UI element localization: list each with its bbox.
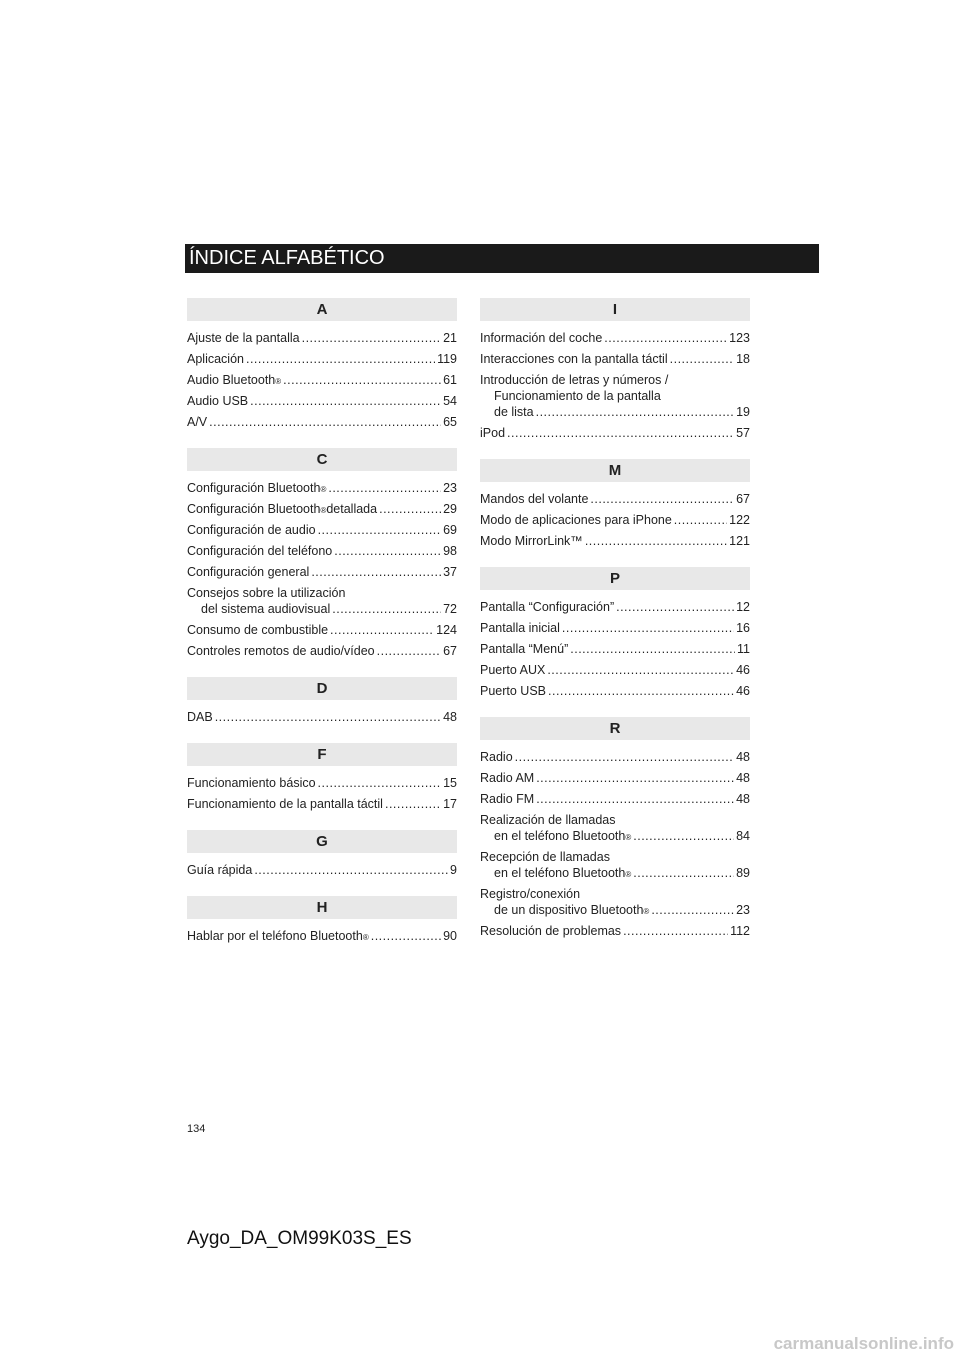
entry-page: 112 bbox=[730, 924, 750, 938]
entry-text: Ajuste de la pantalla bbox=[187, 331, 300, 345]
entry-page: 46 bbox=[736, 663, 750, 677]
dot-leader bbox=[246, 351, 435, 367]
section-letter: D bbox=[187, 677, 457, 700]
entry-page: 123 bbox=[729, 331, 750, 345]
dot-leader bbox=[585, 533, 727, 549]
dot-leader bbox=[590, 491, 734, 507]
dot-leader bbox=[570, 641, 735, 657]
dot-leader bbox=[536, 791, 734, 807]
entry-page: 46 bbox=[736, 684, 750, 698]
dot-leader bbox=[377, 643, 441, 659]
index-column-left bbox=[187, 298, 457, 962]
index-entry bbox=[480, 791, 750, 807]
dot-leader bbox=[385, 796, 441, 812]
index-entry bbox=[187, 709, 457, 725]
index-entry: Hablar por el teléfono Bluetooth ® ..... 90 bbox=[187, 928, 457, 944]
dot-leader bbox=[651, 902, 734, 918]
entry-page: 48 bbox=[736, 792, 750, 806]
index-entry bbox=[187, 796, 457, 812]
index-entry: Configuración Bluetooth ® ..... 23 bbox=[187, 480, 457, 496]
dot-leader bbox=[536, 404, 734, 420]
entry-page: 84 bbox=[736, 829, 750, 843]
entry-page: 11 bbox=[737, 642, 750, 656]
index-entry bbox=[187, 543, 457, 559]
index-entry: Registro/conexión de un dispositivo Bluetooth ® ..... 23 bbox=[480, 886, 750, 918]
entry-text: Audio Bluetooth bbox=[187, 373, 276, 387]
dot-leader bbox=[318, 775, 442, 791]
section-letter: G bbox=[187, 830, 457, 853]
entry-text: Hablar por el teléfono Bluetooth bbox=[187, 929, 363, 943]
index-entry bbox=[480, 372, 750, 420]
entry-page: 23 bbox=[736, 903, 750, 917]
dot-leader bbox=[209, 414, 441, 430]
entry-page: 124 bbox=[436, 623, 457, 637]
watermark: carmanualsonline.info bbox=[773, 1334, 954, 1353]
entry-text: Funcionamiento de la pantalla táctil bbox=[187, 797, 383, 811]
index-entry bbox=[480, 770, 750, 786]
entry-page: 98 bbox=[443, 544, 457, 558]
index-entry bbox=[480, 749, 750, 765]
index-entry bbox=[187, 330, 457, 346]
entry-page: 89 bbox=[736, 866, 750, 880]
entry-text: Radio AM bbox=[480, 771, 535, 785]
entry-text: Recepción de llamadas bbox=[480, 850, 610, 864]
entry-text: Información del coche bbox=[480, 331, 603, 345]
index-column-right bbox=[480, 298, 750, 957]
dot-leader bbox=[302, 330, 442, 346]
dot-leader bbox=[623, 923, 728, 939]
entry-page: 65 bbox=[443, 415, 457, 429]
index-group-h bbox=[187, 896, 457, 944]
index-group-i bbox=[480, 298, 750, 441]
index-group-d bbox=[187, 677, 457, 725]
section-letter: P bbox=[480, 567, 750, 590]
entry-page: 119 bbox=[437, 352, 457, 366]
entry-text: Pantalla inicial bbox=[480, 621, 560, 635]
entry-text: Radio FM bbox=[480, 792, 535, 806]
index-entry bbox=[480, 662, 750, 678]
dot-leader bbox=[318, 522, 442, 538]
dot-leader bbox=[311, 564, 441, 580]
index-title: ÍNDICE ALFABÉTICO bbox=[185, 244, 819, 273]
section-letter: A bbox=[187, 298, 457, 321]
entry-text: Audio USB bbox=[187, 394, 249, 408]
entry-text: Configuración Bluetooth bbox=[187, 502, 321, 516]
entry-page: 17 bbox=[443, 797, 457, 811]
section-letter: I bbox=[480, 298, 750, 321]
index-entry bbox=[187, 862, 457, 878]
entry-text: DAB bbox=[187, 710, 213, 724]
entry-text: Pantalla “Menú” bbox=[480, 642, 569, 656]
entry-page: 48 bbox=[736, 771, 750, 785]
entry-text: del sistema audiovisual bbox=[201, 602, 331, 616]
dot-leader bbox=[379, 501, 441, 517]
dot-leader bbox=[328, 480, 441, 496]
entry-page: 21 bbox=[443, 331, 457, 345]
dot-leader bbox=[670, 351, 734, 367]
entry-page: 61 bbox=[443, 373, 457, 387]
entry-text: Configuración general bbox=[187, 565, 310, 579]
entry-text: Funcionamiento básico bbox=[187, 776, 316, 790]
entry-text: de lista bbox=[494, 405, 534, 419]
index-entry: Recepción de llamadas en el teléfono Bluetooth ® ..... 89 bbox=[480, 849, 750, 881]
entry-text: Introducción de letras y números / bbox=[480, 373, 669, 387]
index-entry bbox=[187, 351, 457, 367]
entry-text: Modo MirrorLink™ bbox=[480, 534, 583, 548]
dot-leader bbox=[548, 683, 734, 699]
entry-page: 16 bbox=[736, 621, 750, 635]
dot-leader bbox=[515, 749, 734, 765]
entry-text: Puerto USB bbox=[480, 684, 547, 698]
index-group-g bbox=[187, 830, 457, 878]
dot-leader bbox=[507, 425, 734, 441]
entry-page: 18 bbox=[736, 352, 750, 366]
index-entry bbox=[480, 425, 750, 441]
entry-text: Pantalla “Configuración” bbox=[480, 600, 615, 614]
entry-text: Registro/conexión bbox=[480, 887, 581, 901]
entry-text: Aplicación bbox=[187, 352, 244, 366]
index-entry bbox=[187, 393, 457, 409]
dot-leader bbox=[215, 709, 441, 725]
entry-page: 9 bbox=[450, 863, 457, 877]
entry-page: 72 bbox=[443, 602, 457, 616]
dot-leader bbox=[562, 620, 734, 636]
section-letter: F bbox=[187, 743, 457, 766]
index-group-p bbox=[480, 567, 750, 699]
dot-leader bbox=[371, 928, 441, 944]
index-group-m bbox=[480, 459, 750, 549]
index-entry bbox=[480, 683, 750, 699]
section-letter: C bbox=[187, 448, 457, 471]
document-code: Aygo_DA_OM99K03S_ES bbox=[187, 1228, 412, 1249]
index-entry: Audio Bluetooth ® ..... 61 bbox=[187, 372, 457, 388]
entry-page: 37 bbox=[443, 565, 457, 579]
index-entry bbox=[187, 622, 457, 638]
entry-page: 54 bbox=[443, 394, 457, 408]
entry-text: de un dispositivo Bluetooth bbox=[494, 903, 644, 917]
index-group-c bbox=[187, 448, 457, 659]
index-entry bbox=[480, 641, 750, 657]
index-entry: Configuración Bluetooth ® detallada ..... 29 bbox=[187, 501, 457, 517]
entry-text: en el teléfono Bluetooth bbox=[494, 866, 626, 880]
index-entry bbox=[187, 522, 457, 538]
entry-text: Mandos del volante bbox=[480, 492, 589, 506]
dot-leader bbox=[604, 330, 727, 346]
dot-leader bbox=[250, 393, 441, 409]
entry-text: Configuración del teléfono bbox=[187, 544, 333, 558]
entry-page: 90 bbox=[443, 929, 457, 943]
index-group-a bbox=[187, 298, 457, 430]
index-entry bbox=[480, 923, 750, 939]
dot-leader bbox=[254, 862, 448, 878]
index-entry bbox=[480, 599, 750, 615]
entry-page: 48 bbox=[443, 710, 457, 724]
index-entry bbox=[187, 643, 457, 659]
dot-leader bbox=[283, 372, 441, 388]
dot-leader bbox=[547, 662, 734, 678]
index-entry bbox=[480, 620, 750, 636]
index-entry bbox=[187, 564, 457, 580]
dot-leader bbox=[633, 828, 734, 844]
entry-text: Configuración de audio bbox=[187, 523, 316, 537]
entry-text: Realización de llamadas bbox=[480, 813, 616, 827]
page-number: 134 bbox=[187, 1123, 206, 1135]
entry-text: Interacciones con la pantalla táctil bbox=[480, 352, 668, 366]
index-entry bbox=[480, 351, 750, 367]
entry-page: 67 bbox=[736, 492, 750, 506]
entry-page: 122 bbox=[729, 513, 750, 527]
entry-page: 67 bbox=[443, 644, 457, 658]
entry-text: Consumo de combustible bbox=[187, 623, 329, 637]
entry-text: iPod bbox=[480, 426, 506, 440]
dot-leader bbox=[332, 601, 441, 617]
entry-page: 29 bbox=[443, 502, 457, 516]
entry-page: 69 bbox=[443, 523, 457, 537]
entry-page: 19 bbox=[736, 405, 750, 419]
index-entry bbox=[480, 533, 750, 549]
section-letter: R bbox=[480, 717, 750, 740]
entry-text: Configuración Bluetooth bbox=[187, 481, 321, 495]
entry-text-suffix: detallada bbox=[326, 502, 378, 516]
entry-page: 57 bbox=[736, 426, 750, 440]
entry-page: 48 bbox=[736, 750, 750, 764]
entry-text: Modo de aplicaciones para iPhone bbox=[480, 513, 672, 527]
entry-text: en el teléfono Bluetooth bbox=[494, 829, 626, 843]
entry-text: Puerto AUX bbox=[480, 663, 546, 677]
entry-text: Resolución de problemas bbox=[480, 924, 622, 938]
index-entry bbox=[480, 491, 750, 507]
section-letter: H bbox=[187, 896, 457, 919]
entry-text: Radio bbox=[480, 750, 513, 764]
index-group-r bbox=[480, 717, 750, 939]
dot-leader bbox=[536, 770, 734, 786]
dot-leader bbox=[633, 865, 734, 881]
entry-page: 15 bbox=[443, 776, 457, 790]
dot-leader bbox=[674, 512, 727, 528]
dot-leader bbox=[616, 599, 734, 615]
entry-text: A/V bbox=[187, 415, 208, 429]
index-entry bbox=[187, 585, 457, 617]
index-entry bbox=[187, 775, 457, 791]
entry-page: 23 bbox=[443, 481, 457, 495]
index-group-f bbox=[187, 743, 457, 812]
dot-leader bbox=[334, 543, 441, 559]
section-letter: M bbox=[480, 459, 750, 482]
entry-text: Funcionamiento de la pantalla bbox=[494, 389, 661, 403]
dot-leader bbox=[330, 622, 434, 638]
entry-page: 121 bbox=[729, 534, 750, 548]
entry-text: Controles remotos de audio/vídeo bbox=[187, 644, 375, 658]
entry-text: Guía rápida bbox=[187, 863, 253, 877]
index-entry: Realización de llamadas en el teléfono Bluetooth ® ..... 84 bbox=[480, 812, 750, 844]
entry-page: 12 bbox=[736, 600, 750, 614]
index-entry bbox=[480, 330, 750, 346]
index-entry bbox=[480, 512, 750, 528]
entry-text: Consejos sobre la utilización bbox=[187, 586, 346, 600]
index-entry bbox=[187, 414, 457, 430]
